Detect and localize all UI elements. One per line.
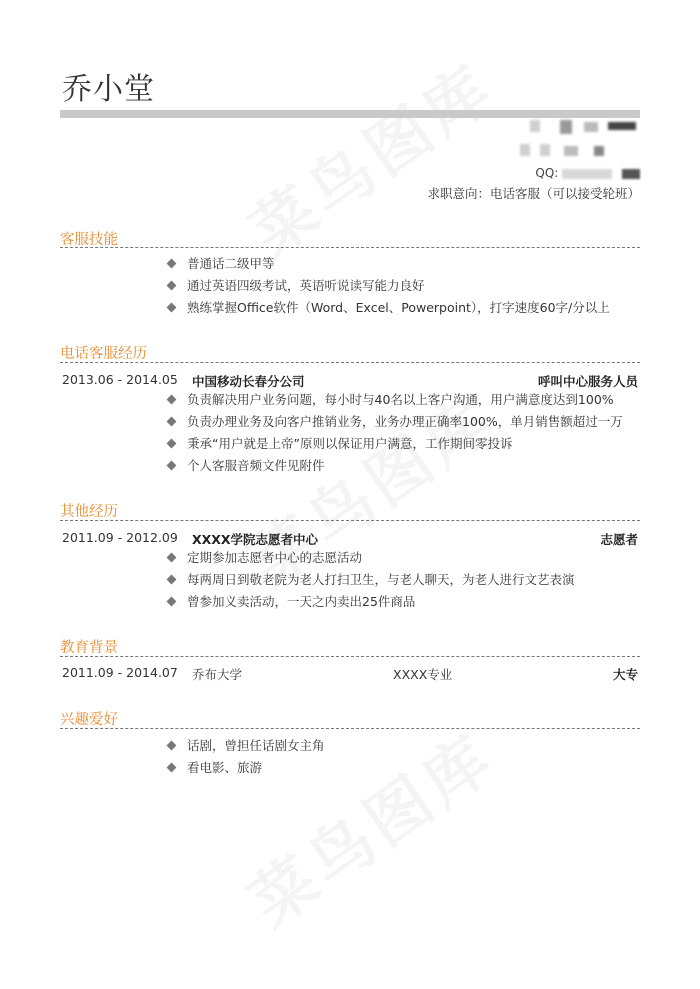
education-major: XXXX专业 <box>393 667 453 682</box>
list-item: 看电影、旅游 <box>168 759 262 777</box>
qq-label: QQ: <box>535 166 559 180</box>
diamond-bullet-icon <box>167 575 177 585</box>
diamond-bullet-icon <box>167 303 177 313</box>
list-item: 负责解决用户业务问题，每小时与40名以上客户沟通，用户满意度达到100% <box>168 391 614 409</box>
candidate-name: 乔小堂 <box>62 72 155 107</box>
watermark <box>229 38 511 274</box>
job-intent: 求职意向：电话客服（可以接受轮班） <box>427 186 640 201</box>
diamond-bullet-icon <box>167 461 177 471</box>
list-item: 话剧，曾担任话剧女主角 <box>168 737 325 755</box>
experience-date: 2013.06 - 2014.05 <box>62 372 178 387</box>
diamond-bullet-icon <box>167 395 177 405</box>
header-bar <box>60 110 640 118</box>
section-divider <box>60 247 640 248</box>
diamond-bullet-icon <box>167 553 177 563</box>
experience-date: 2011.09 - 2012.09 <box>62 530 178 545</box>
list-item: 定期参加志愿者中心的志愿活动 <box>168 549 362 567</box>
diamond-bullet-icon <box>167 597 177 607</box>
section-title-education: 教育背景 <box>60 640 118 656</box>
redacted-qq-number <box>562 169 612 179</box>
experience-role: 志愿者 <box>600 532 638 547</box>
qq-contact <box>535 166 640 180</box>
diamond-bullet-icon <box>167 281 177 291</box>
section-title-phone-experience: 电话客服经历 <box>60 346 147 362</box>
list-item: 普通话二级甲等 <box>168 255 275 273</box>
section-divider <box>60 520 640 521</box>
list-item: 曾参加义卖活动，一天之内卖出25件商品 <box>168 593 415 611</box>
list-item: 秉承“用户就是上帝”原则以保证用户满意，工作期间零投诉 <box>168 435 512 453</box>
education-degree: 大专 <box>612 667 638 682</box>
experience-org: XXXX学院志愿者中心 <box>192 532 319 547</box>
list-item: 熟练掌握Office软件（Word、Excel、Powerpoint），打字速度60字/分以上 <box>168 299 610 317</box>
section-divider <box>60 656 640 657</box>
diamond-bullet-icon <box>167 439 177 449</box>
list-item: 负责办理业务及向客户推销业务，业务办理正确率100%，单月销售额超过一万 <box>168 413 623 431</box>
diamond-bullet-icon <box>167 763 177 773</box>
diamond-bullet-icon <box>167 259 177 269</box>
section-title-other-experience: 其他经历 <box>60 504 118 520</box>
redacted-contact-info <box>500 120 640 168</box>
list-item: 个人客服音频文件见附件 <box>168 457 325 475</box>
list-item: 通过英语四级考试，英语听说读写能力良好 <box>168 277 425 295</box>
diamond-bullet-icon <box>167 417 177 427</box>
diamond-bullet-icon <box>167 741 177 751</box>
experience-role: 呼叫中心服务人员 <box>537 374 638 389</box>
list-item: 每两周日到敬老院为老人打扫卫生，与老人聊天，为老人进行文艺表演 <box>168 571 575 589</box>
education-school: 乔布大学 <box>192 667 243 682</box>
section-divider <box>60 362 640 363</box>
redacted-qq-number-end <box>622 169 640 179</box>
experience-org: 中国移动长春分公司 <box>192 374 305 389</box>
section-divider <box>60 728 640 729</box>
education-date: 2011.09 - 2014.07 <box>62 665 178 680</box>
section-title-skills: 客服技能 <box>60 232 118 248</box>
section-title-hobbies: 兴趣爱好 <box>60 712 118 728</box>
